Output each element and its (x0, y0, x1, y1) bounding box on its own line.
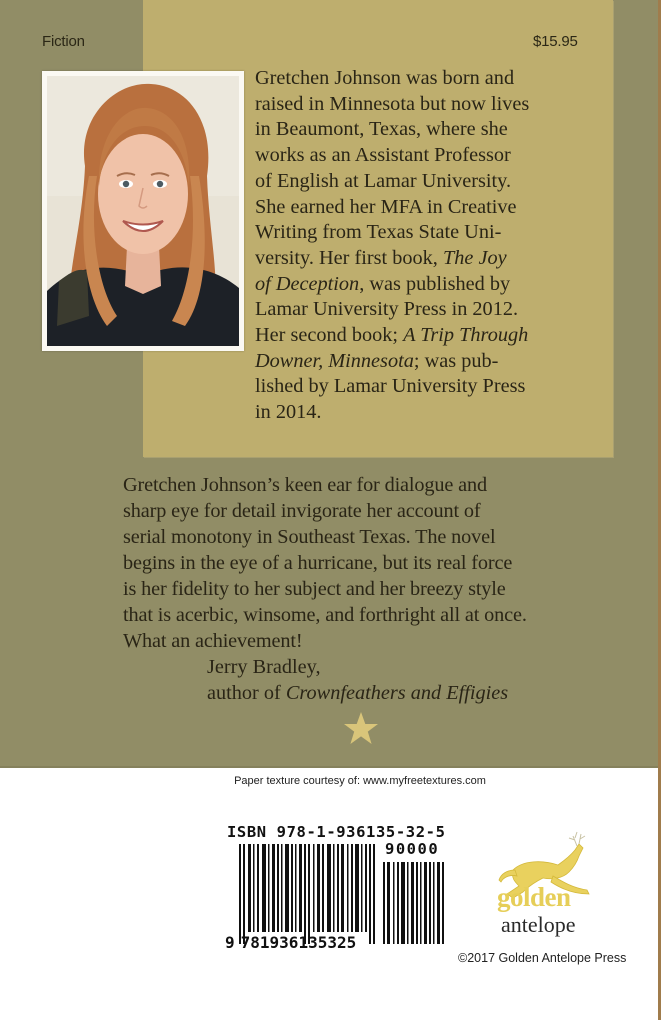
attribution-title-line (207, 680, 508, 706)
book-title-1-cont: of Deception (255, 272, 360, 295)
bio-line (255, 323, 605, 349)
star-icon (343, 711, 379, 747)
bio-line: raised in Minnesota but now lives (255, 92, 530, 115)
isbn-barcode (239, 844, 449, 944)
author-bio (255, 66, 605, 426)
author-photo-frame (42, 71, 244, 351)
barcode-number: 781936135325 (240, 933, 357, 952)
author-photo (47, 76, 239, 346)
texture-credit: Paper texture courtesy of: www.myfreetextures.com (234, 775, 486, 787)
attribution-text: author of (207, 682, 286, 704)
review-blurb (123, 472, 643, 654)
barcode-digits (225, 933, 356, 952)
blurb-line: serial monotony in Southeast Texas. The novel (123, 526, 496, 548)
blurb-line: sharp eye for detail invigorate her account of (123, 500, 481, 522)
bio-text: Her second book; (255, 324, 404, 347)
blurb-attribution (207, 654, 508, 706)
publisher-logo-antelope: antelope (501, 912, 576, 937)
copyright-notice: ©2017 Golden Antelope Press (458, 951, 627, 965)
bio-text: versity. Her first book, (255, 246, 443, 269)
bio-line (255, 272, 605, 298)
bio-line: in 2014. (255, 401, 322, 424)
blurb-line: begins in the eye of a hurricane, but its real force (123, 552, 513, 574)
bio-line: Gretchen Johnson was born and (255, 67, 515, 89)
blurb-line: that is acerbic, winsome, and forthright all at once. (123, 604, 527, 626)
isbn-label: ISBN 978-1-936135-32-5 (227, 823, 446, 841)
bio-line (255, 246, 605, 272)
bio-line: Writing from Texas State Uni- (255, 221, 502, 244)
bio-text: , was published by (359, 272, 511, 295)
bio-line: lished by Lamar University Press (255, 375, 526, 398)
author-portrait-icon (47, 76, 239, 346)
book-title-1: The Joy (442, 246, 507, 269)
bio-text: ; was pub- (413, 349, 499, 372)
bio-line: Lamar University Press in 2012. (255, 298, 519, 321)
book-title-2-cont: Downer, Minnesota (255, 349, 414, 372)
attribution-name: Jerry Bradley, (207, 656, 321, 678)
bio-line (255, 349, 605, 375)
blurb-line: is her fidelity to her subject and her breezy style (123, 578, 506, 600)
bio-line: works as an Assistant Professor (255, 144, 511, 167)
price-label: $15.95 (533, 33, 578, 50)
blurb-line: Gretchen Johnson’s keen ear for dialogue and (123, 474, 487, 496)
genre-label: Fiction (42, 33, 85, 50)
bio-line: of English at Lamar University. (255, 169, 512, 192)
bio-line: She earned her MFA in Creative (255, 195, 517, 218)
barcode-addon-code: 90000 (385, 840, 440, 858)
bio-line: in Beaumont, Texas, where she (255, 118, 508, 141)
book-title-2: A Trip Through (403, 324, 529, 347)
publisher-logo-golden: golden (497, 882, 571, 912)
attribution-book-title: Crownfeathers and Effigies (285, 682, 509, 704)
barcode-first-digit: 9 (225, 933, 235, 952)
blurb-line: What an achievement! (123, 630, 303, 652)
